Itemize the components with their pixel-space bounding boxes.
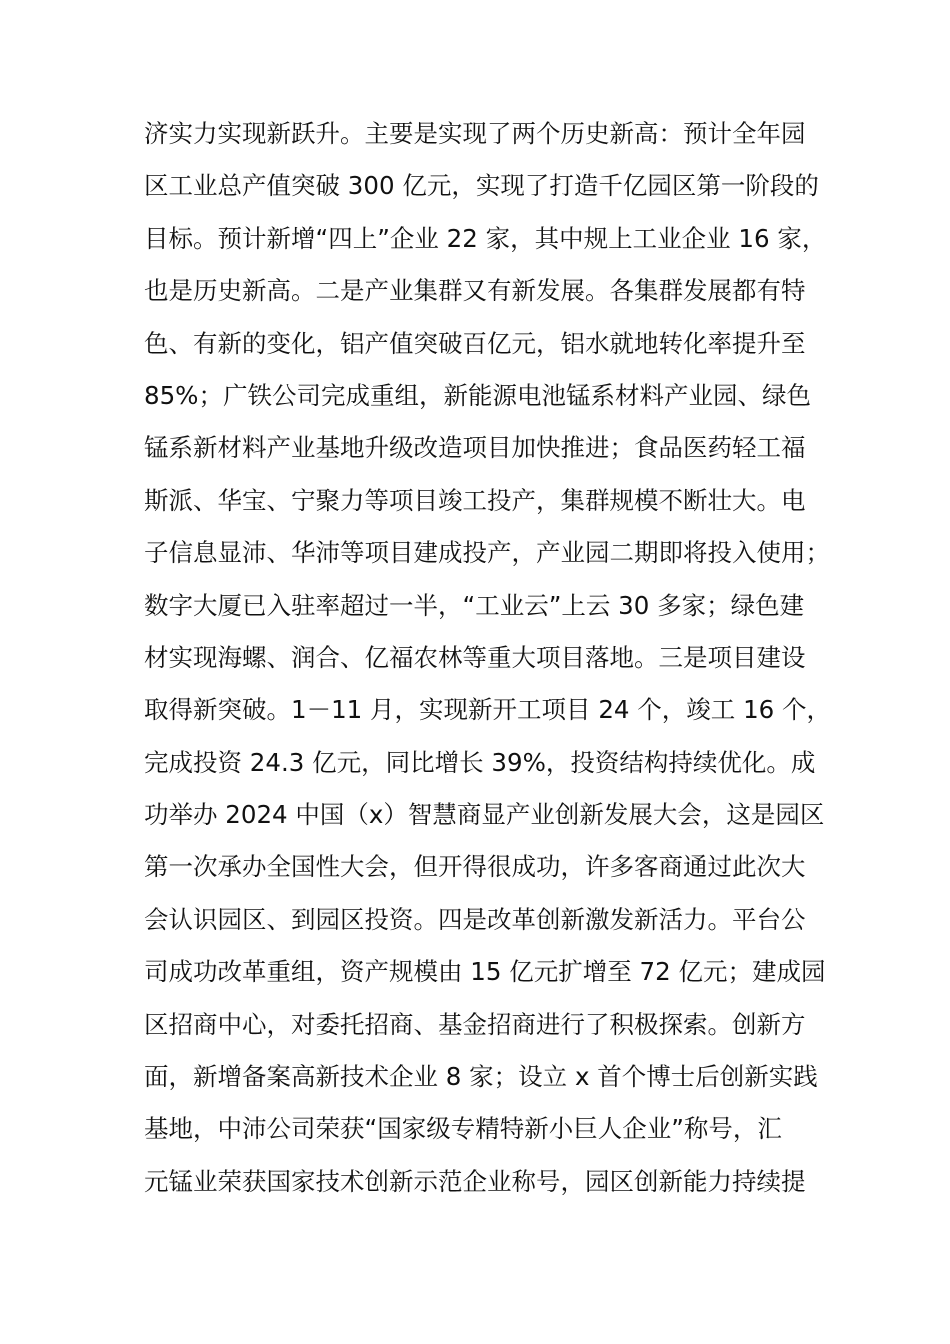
text-line: 色、有新的变化，铝产值突破百亿元，铝水就地转化率提升至	[144, 328, 806, 358]
text-line: 斯派、华宝、宁聚力等项目竣工投产，集群规模不断壮大。电	[144, 485, 806, 515]
text-line: 区招商中心，对委托招商、基金招商进行了积极探索。创新方	[144, 1009, 806, 1039]
text-line: 取得新突破。1－11 月，实现新开工项目 24 个，竣工 16 个，	[144, 695, 832, 725]
text-line: 目标。预计新增“四上”企业 22 家，其中规上工业企业 16 家，	[144, 223, 827, 253]
text-line: 第一次承办全国性大会，但开得很成功，许多客商通过此次大	[144, 852, 806, 882]
body-paragraph	[144, 108, 832, 1208]
text-line: 锰系新材料产业基地升级改造项目加快推进；食品医药轻工福	[144, 433, 806, 463]
text-line: 子信息显沛、华沛等项目建成投产，产业园二期即将投入使用；	[144, 538, 830, 568]
text-line: 数字大厦已入驻率超过一半，“工业云”上云 30 多家；绿色建	[144, 590, 805, 620]
text-line: 功举办 2024 中国（x）智慧商显产业创新发展大会，这是园区	[144, 800, 825, 830]
text-line: 也是历史新高。二是产业集群又有新发展。各集群发展都有特	[144, 276, 806, 306]
text-line: 会认识园区、到园区投资。四是改革创新激发新活力。平台公	[144, 904, 806, 934]
text-line: 济实力实现新跃升。主要是实现了两个历史新高：预计全年园	[144, 119, 806, 148]
text-line: 区工业总产值突破 300 亿元，实现了打造千亿园区第一阶段的	[144, 171, 819, 201]
text-line: 元锰业荣获国家技术创新示范企业称号，园区创新能力持续提	[144, 1166, 806, 1196]
text-line: 85%；广铁公司完成重组，新能源电池锰系材料产业园、绿色	[144, 380, 811, 410]
text-line: 面，新增备案高新技术企业 8 家；设立 x 首个博士后创新实践	[144, 1062, 818, 1092]
text-line: 完成投资 24.3 亿元，同比增长 39%，投资结构持续优化。成	[144, 747, 816, 777]
text-line: 材实现海螺、润合、亿福农林等重大项目落地。三是项目建设	[144, 642, 806, 672]
text-line: 司成功改革重组，资产规模由 15 亿元扩增至 72 亿元；建成园	[144, 957, 826, 987]
text-line: 基地，中沛公司荣获“国家级专精特新小巨人企业”称号，汇	[144, 1114, 782, 1144]
